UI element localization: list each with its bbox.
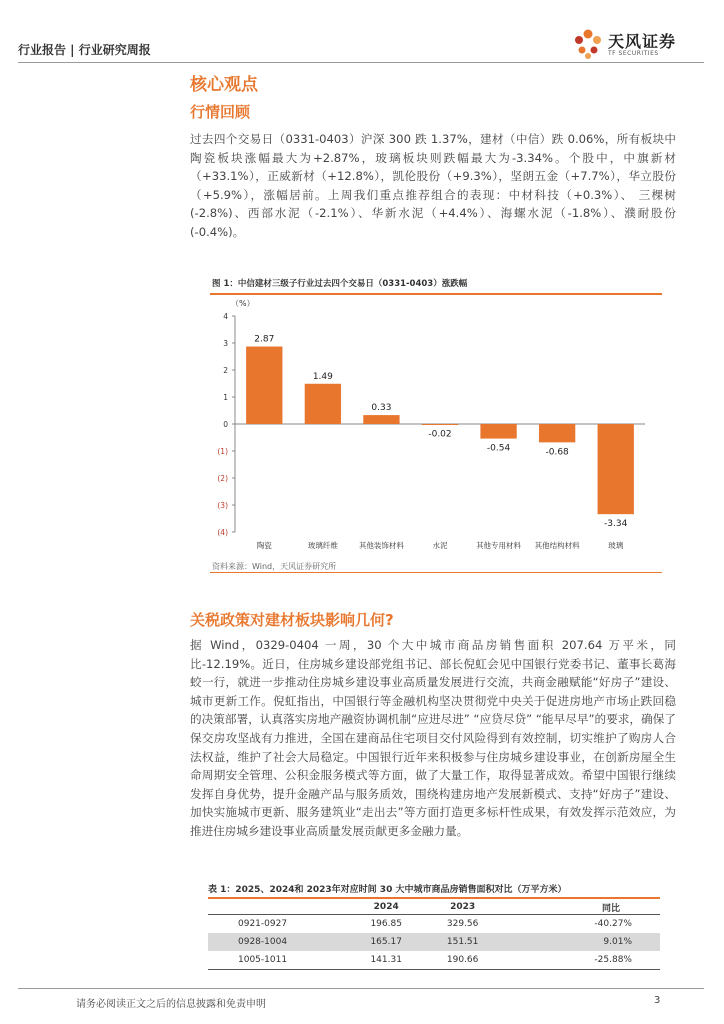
table-cell: 165.17 — [348, 933, 424, 951]
figure-source: 资料来源：Wind，天风证券研究所 — [212, 562, 337, 571]
tariff-section-heading: 关税政策对建材板块影响几何? — [190, 611, 394, 629]
table-header-cell: 2024 — [348, 900, 424, 915]
table-cell: 329.56 — [446, 919, 479, 929]
bar-value-label: -0.54 — [486, 443, 511, 454]
x-category-label: 其他专用材料 — [476, 541, 522, 550]
table-cell: -40.27% — [594, 919, 632, 929]
table-header-cell — [208, 900, 348, 915]
table-cell: 196.85 — [370, 919, 402, 929]
table-top-rule — [208, 897, 660, 899]
bar-value-label: -3.34 — [604, 519, 628, 530]
bar — [480, 424, 516, 439]
y-tick-label: (1) — [217, 447, 228, 456]
market-review-paragraph: 过去四个交易日（0331-0403）沪深 300 跌 1.37%，建材（中信）跌 0.06%，所有板块中陶瓷板块涨幅最大为+2.87%，玻璃板块则跌幅最大为-3.34%。个股中，中旗新材（+33.1%），正威新材（+12.8%），凯伦股份（+9.3%），坚朗五金（+7.7%），华立股份（+5.9%），涨幅居前。上周我们重点推荐组合的表现：中材科技（+0.3%）、 三棵树(-2.8%)、西部水泥（-2.1%）、华新水泥（+4.4%）、海螺水泥（-1.8%）、濮耐股份(-0.4%)。 — [190, 132, 676, 239]
tf-logo-icon — [570, 26, 606, 60]
table-cell: 151.51 — [424, 933, 500, 951]
x-category-label: 玻璃纤维 — [307, 541, 338, 550]
core-view-heading: 核心观点 — [190, 75, 258, 95]
sales-area-table — [208, 900, 660, 970]
y-tick-label: 1 — [223, 393, 228, 402]
header-divider — [18, 62, 704, 63]
y-tick-label: (2) — [217, 474, 228, 483]
table-cell: 1005-1011 — [208, 951, 348, 970]
y-tick-label: 0 — [223, 420, 228, 429]
y-tick-label: (4) — [217, 528, 228, 537]
logo-subtitle: TF SECURITIES — [608, 50, 659, 57]
table-row — [208, 915, 660, 934]
figure-top-rule — [210, 293, 662, 295]
y-tick-label: 4 — [223, 312, 228, 321]
x-category-label: 水泥 — [432, 541, 448, 550]
bar-value-label: -0.02 — [428, 429, 452, 440]
report-type: 行业报告 | 行业研究周报 — [18, 43, 151, 57]
tariff-section-paragraph: 据 Wind，0329-0404 一周，30 个大中城市商品房销售面积 207.64 万平米，同比-12.19%。近日，住房城乡建设部党组书记、部长倪虹会见中国银行党委书记、董事长葛海蛟一行，就进一步推动住房城乡建设事业高质量发展进行交流，共商金融赋能“好房子”建设、城市更新工作。倪虹指出，中国银行等金融机构坚决贯彻党中央关于促进房地产市场止跌回稳的决策部署，认真落实房地产融资协调机制“应进尽进” “应贷尽贷” “能早尽早”的要求，确保了保交房攻坚战有力推进，全国在建商品住宅项目交付风险得到有效控制，切实维护了购房人合法权益，维护了社会大局稳定。中国银行近年来积极参与住房城乡建设事业，在创新房屋全生命周期安全管理、公积金服务模式等方面，做了大量工作，取得显著成效。希望中国银行继续发挥自身优势，提升金融产品与服务质效，围绕构建房地产发展新模式、支持“好房子”建设、加快实施城市更新、服务建筑业“走出去”等方面打造更多标杆性成果，有效发挥示范效应，为推进住房城乡建设事业高质量发展贡献更多金融力量。 — [190, 638, 676, 838]
bar — [363, 415, 399, 424]
y-tick-label: 3 — [223, 339, 228, 348]
table-cell: 0928-1004 — [208, 933, 348, 951]
bar-value-label: 1.49 — [312, 371, 333, 382]
y-tick-label: (3) — [217, 501, 228, 510]
x-category-label: 其他结构材料 — [534, 541, 580, 550]
x-category-label: 陶瓷 — [256, 541, 272, 550]
figure-bottom-rule — [210, 572, 662, 573]
logo-name: 天风证券 — [608, 32, 677, 51]
bar — [598, 424, 634, 514]
market-review-heading: 行情回顾 — [190, 103, 251, 121]
table-title: 表 1：2025、2024和 2023年对应时间 30 大中城市商品房销售面积对比（万平方米） — [208, 885, 567, 895]
table-cell: 141.31 — [348, 951, 424, 970]
table-cell: 190.66 — [424, 951, 500, 970]
table-row — [208, 933, 660, 951]
bar-chart — [205, 296, 660, 561]
bar — [422, 424, 458, 425]
bar — [539, 424, 575, 442]
bar — [246, 347, 282, 424]
table-cell: 0921-0927 — [238, 919, 288, 929]
bar-value-label: 2.87 — [254, 334, 275, 345]
bar-value-label: -0.68 — [545, 447, 569, 458]
x-category-label: 其他装饰材料 — [358, 541, 404, 550]
table-header-row — [208, 900, 660, 915]
figure-title: 图 1：中信建材三级子行业过去四个交易日（0331-0403）涨跌幅 — [212, 279, 468, 289]
table-cell: -25.88% — [501, 951, 660, 970]
bar — [305, 384, 341, 424]
page-number: 3 — [654, 995, 661, 1006]
bar-value-label: 0.33 — [371, 403, 392, 414]
y-axis-unit-label: （%） — [231, 299, 255, 308]
footer-disclaimer: 请务必阅读正文之后的信息披露和免责申明 — [76, 999, 266, 1010]
footer-divider — [18, 988, 704, 989]
x-category-label: 玻璃 — [608, 541, 624, 550]
table-header-cell: 2023 — [424, 900, 500, 915]
table-header-cell: 同比 — [501, 900, 660, 915]
y-tick-label: 2 — [223, 366, 228, 375]
table-row — [208, 951, 660, 970]
table-cell: 9.01% — [501, 933, 660, 951]
